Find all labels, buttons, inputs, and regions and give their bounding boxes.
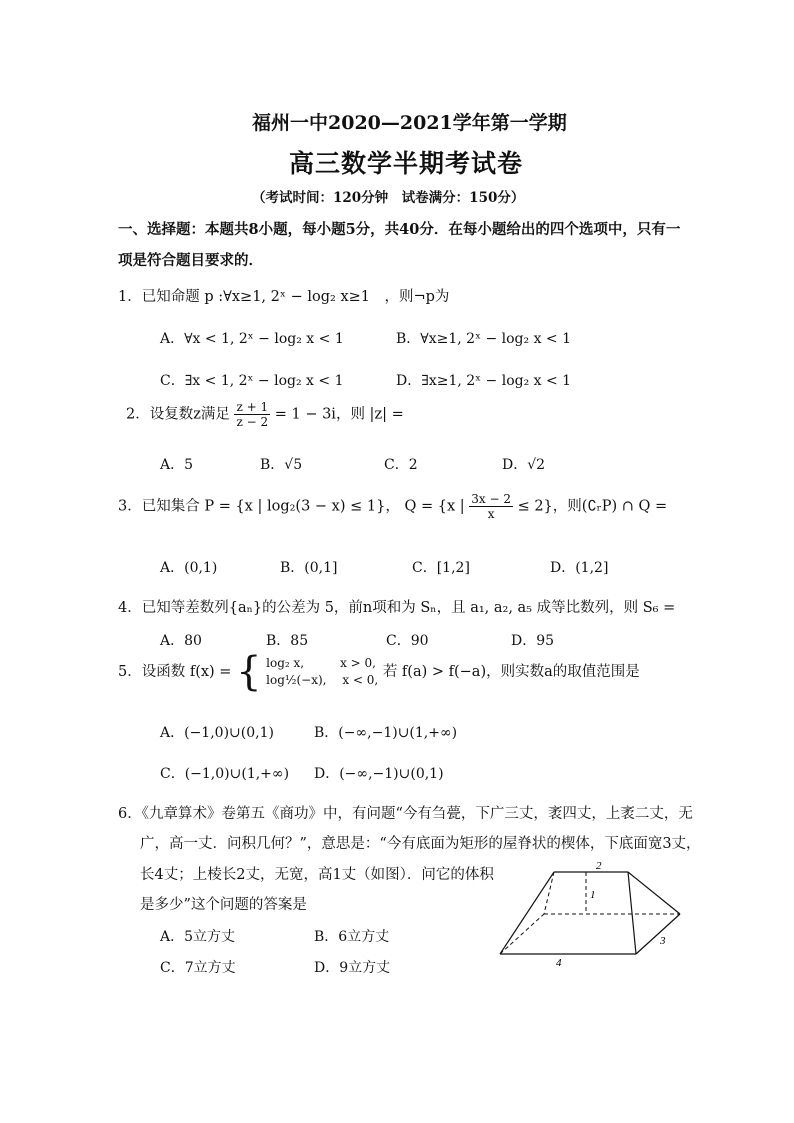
q4-option-a: A．80 xyxy=(160,633,202,649)
q5-option-c: C．(−1,0)∪(1,+∞) xyxy=(160,766,290,782)
q5-option-d: D．(−∞,−1)∪(0,1) xyxy=(314,766,444,782)
figure-label-top: 2 xyxy=(596,860,602,872)
q1-stem: 1．已知命题 p :∀x≥1, 2ˣ − log₂ x≥1 ，则¬p为 xyxy=(118,289,450,305)
piecewise-brace: { xyxy=(236,649,262,695)
exam-title: 高三数学半期考试卷 xyxy=(289,149,524,178)
edge-right-back xyxy=(628,872,680,914)
q2-frac-num: z + 1 xyxy=(236,400,269,414)
figure-label-bottom: 4 xyxy=(556,957,562,968)
q4-option-b: B．85 xyxy=(266,633,309,649)
q6-option-a: A．5立方丈 xyxy=(160,929,236,945)
q5-case-2: log½(−x), x < 0, xyxy=(266,673,379,687)
edge-right-front xyxy=(628,872,636,954)
q1-option-b: B．∀x≥1, 2ˣ − log₂ x < 1 xyxy=(396,331,572,347)
q6-line1: 6．《九章算术》卷第五《商功》中，有问题“今有刍甍，下广三丈，袤四丈，上袤二丈，无 xyxy=(118,806,693,822)
q2-stem xyxy=(126,400,404,429)
section-heading-line1: 一、选择题：本题共8小题，每小题5分，共40分．在每小题给出的四个选项中，只有一 xyxy=(118,221,681,238)
q6-line2: 广，高一丈．问积几何？”，意思是：“今有底面为矩形的屋脊状的楔体，下底面宽3丈， xyxy=(140,836,701,852)
q4-stem: 4．已知等差数列{aₙ}的公差为 5，前n项和为 Sₙ，且 a₁, a₂, a₅ 成等比数列，则 S₆ = xyxy=(118,600,676,616)
edge-left-back-hidden xyxy=(544,872,554,914)
q5-stem-before: 5．设函数 f(x) = xyxy=(118,664,232,680)
q3-q-open: {x | xyxy=(437,498,465,515)
q3-stem-q-before: Q = xyxy=(404,498,434,515)
exam-info: （考试时间：120分钟 试卷满分：150分） xyxy=(252,190,525,206)
q2-frac-den: z − 2 xyxy=(236,415,269,429)
q6-option-d: D．9立方丈 xyxy=(314,960,391,976)
q3-fraction xyxy=(469,492,513,521)
school-line: 福州一中2020—2021学年第一学期 xyxy=(252,112,567,134)
q1-option-c: C．∃x < 1, 2ˣ − log₂ x < 1 xyxy=(160,373,344,389)
q6-option-c: C．7立方丈 xyxy=(160,960,236,976)
q4-option-d: D．95 xyxy=(511,633,555,649)
q3-stem-q-after: ≤ 2}，则(∁ᵣP) ∩ Q = xyxy=(517,498,668,515)
q3-frac-den: x xyxy=(487,507,495,521)
q6-line3: 长4丈；上棱长2丈，无宽，高1丈（如图）．问它的体积 xyxy=(140,867,494,883)
q3-option-c: C．[1,2] xyxy=(412,560,470,576)
q2-fraction xyxy=(234,400,270,429)
q6-option-b: B．6立方丈 xyxy=(314,929,390,945)
q5-cases xyxy=(266,655,378,689)
q1-option-a: A．∀x < 1, 2ˣ − log₂ x < 1 xyxy=(160,331,344,347)
q1-option-d: D．∃x≥1, 2ˣ − log₂ x < 1 xyxy=(396,373,572,389)
q4-option-c: C．90 xyxy=(386,633,429,649)
q5-stem-after: 若 f(a) > f(−a)，则实数a的取值范围是 xyxy=(382,664,640,680)
wedge-figure xyxy=(490,858,690,968)
q2-stem-before: 2．设复数z满足 xyxy=(126,406,230,423)
q3-option-b: B．(0,1] xyxy=(280,560,338,576)
q3-stem xyxy=(118,492,667,521)
q5-option-a: A．(−1,0)∪(0,1) xyxy=(160,725,274,741)
q2-option-c: C．2 xyxy=(384,457,418,473)
q3-stem-p: 3．已知集合 P = {x | log₂(3 − x) ≤ 1}， xyxy=(118,498,400,515)
figure-label-height: 1 xyxy=(590,889,596,901)
edge-bottom-right xyxy=(636,914,680,954)
q2-stem-after: = 1 − 3i，则 |z| = xyxy=(274,406,404,423)
q3-frac-num: 3x − 2 xyxy=(471,492,511,506)
figure-label-right: 3 xyxy=(660,935,666,947)
section-heading-line2: 项是符合题目要求的． xyxy=(118,252,263,269)
q5-stem xyxy=(118,649,640,695)
q5-option-b: B．(−∞,−1)∪(1,+∞) xyxy=(314,725,458,741)
edge-left-front xyxy=(500,872,554,954)
q2-option-b: B．√5 xyxy=(260,457,303,473)
q2-option-a: A．5 xyxy=(160,457,194,473)
q3-option-d: D．(1,2] xyxy=(550,560,609,576)
q2-option-d: D．√2 xyxy=(502,457,546,473)
q6-line4: 是多少”这个问题的答案是 xyxy=(140,897,307,913)
q5-case-1: log₂ x, x > 0, xyxy=(266,656,376,670)
q3-option-a: A．(0,1) xyxy=(160,560,218,576)
